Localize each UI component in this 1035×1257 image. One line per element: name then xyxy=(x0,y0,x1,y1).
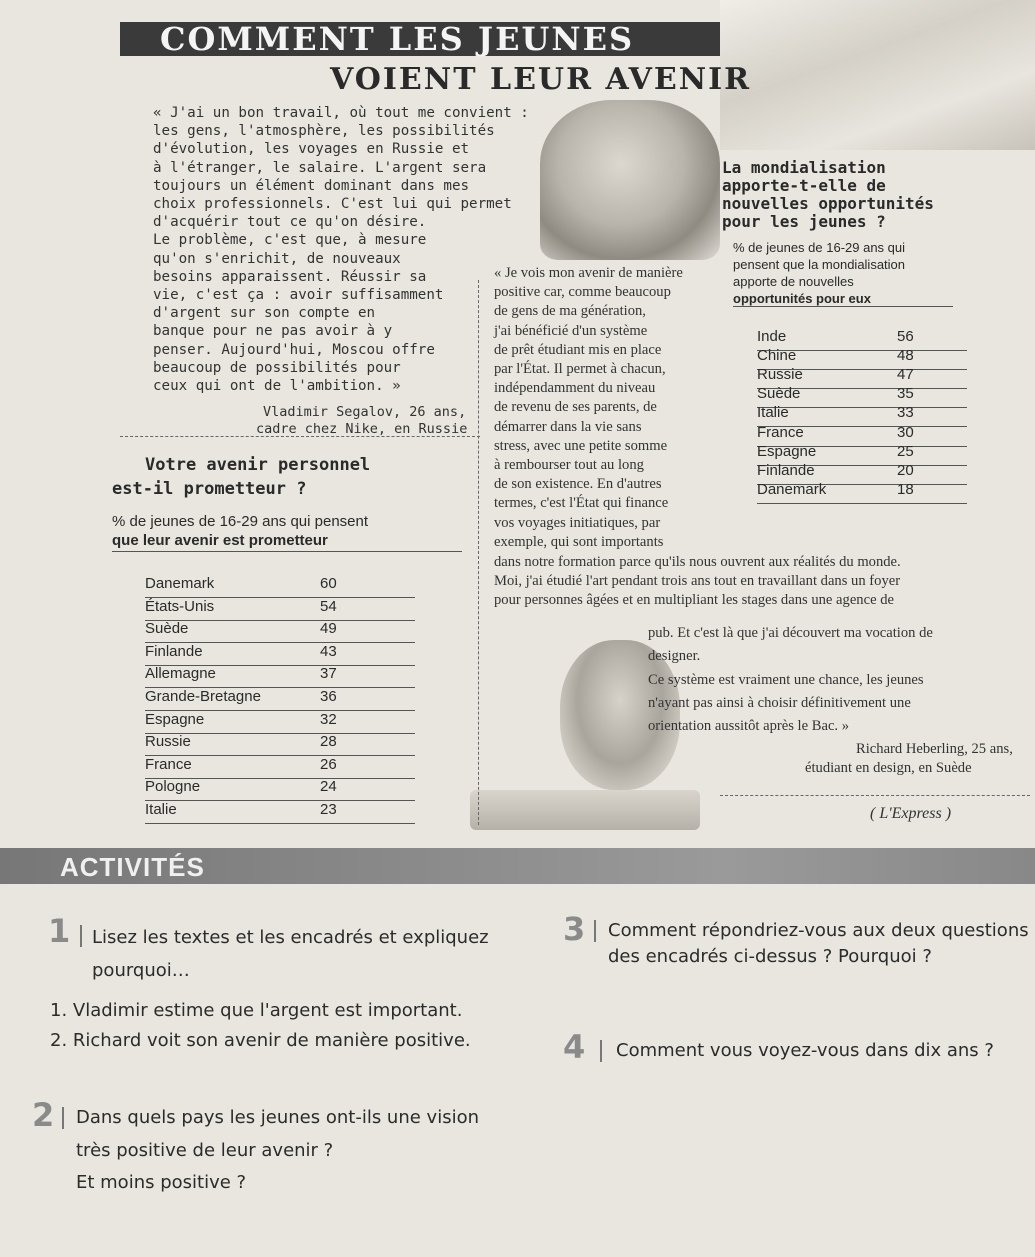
mondial-value: 47 xyxy=(897,366,914,384)
vladimir-quote-line: toujours un élément dominant dans mes xyxy=(153,177,470,194)
richard-quote-line: « Je vois mon avenir de manière xyxy=(494,265,683,281)
richard-quote-line: designer. xyxy=(648,648,701,665)
avenir-country: Italie xyxy=(145,801,177,818)
avenir-country: Russie xyxy=(145,733,191,751)
mondial-country: Italie xyxy=(757,404,789,422)
richard-quote-line: n'ayant pas ainsi à choisir définitivement une xyxy=(648,694,911,711)
separator xyxy=(720,795,1030,796)
avenir-country: Finlande xyxy=(145,642,203,660)
richard-quote-line: vos voyages initiatiques, par xyxy=(494,514,661,531)
richard-quote-line: de son existence. En d'autres xyxy=(494,476,662,493)
richard-quote-line: à rembourser tout au long xyxy=(494,457,644,474)
avenir-row xyxy=(145,801,415,824)
mondial-country: Finlande xyxy=(757,461,815,479)
vladimir-quote-line: d'acquérir tout ce qu'on désire. xyxy=(153,214,427,231)
avenir-row xyxy=(145,665,415,688)
mondial-value: 56 xyxy=(897,328,914,345)
avenir-row xyxy=(145,756,415,779)
box-avenir-subtitle-1: % de jeunes de 16-29 ans qui pensent xyxy=(112,513,369,530)
question-1-number: 1 xyxy=(48,912,71,950)
vladimir-quote-line: Le problème, c'est que, à mesure xyxy=(153,232,427,249)
vladimir-quote-line: ceux qui ont de l'ambition. » xyxy=(153,378,401,395)
richard-quote-line: Ce système est vraiment une chance, les jeunes xyxy=(648,671,924,688)
richard-quote-line: de prêt étudiant mis en place xyxy=(494,341,662,358)
question-bar xyxy=(80,925,82,947)
avenir-country: États-Unis xyxy=(145,597,215,615)
avenir-value: 43 xyxy=(320,642,337,660)
box-mondial-title-1: La mondialisation xyxy=(722,158,886,177)
richard-quote-line: j'ai bénéficié d'un système xyxy=(494,322,648,339)
vladimir-quote-line: les gens, l'atmosphère, les possibilités xyxy=(153,123,495,140)
avenir-row xyxy=(145,575,415,598)
vladimir-quote-line: à l'étranger, le salaire. L'argent sera xyxy=(153,159,487,176)
richard-quote-part3 xyxy=(648,622,1035,738)
vladimir-quote-line: vie, c'est ça : avoir suffisamment xyxy=(153,287,444,304)
avenir-country: Danemark xyxy=(145,575,215,592)
richard-quote-line: dans notre formation parce qu'ils nous ouvrent aux réalités du monde. xyxy=(494,554,901,570)
avenir-value: 26 xyxy=(320,755,337,773)
box-mondial-subtitle-3: apporte de nouvelles xyxy=(733,274,854,289)
avenir-country: Allemagne xyxy=(145,665,216,683)
richard-quote-line: orientation aussitôt après le Bac. » xyxy=(648,718,850,735)
avenir-row xyxy=(145,620,415,643)
vladimir-signature-1: Vladimir Segalov, 26 ans, xyxy=(263,404,467,420)
avenir-row xyxy=(145,778,415,801)
box-mondial-title-2: apporte-t-elle de xyxy=(722,176,886,195)
richard-quote-part2 xyxy=(494,553,1034,611)
mondial-country: France xyxy=(757,423,804,441)
mondial-country: Danemark xyxy=(757,480,827,498)
box-mondial-subtitle-2: pensent que la mondialisation xyxy=(733,257,906,272)
richard-quote-line: positive car, comme beaucoup xyxy=(494,284,671,301)
avenir-value: 60 xyxy=(320,575,337,592)
avenir-country: Pologne xyxy=(145,778,201,796)
avenir-value: 36 xyxy=(320,688,337,705)
richard-quote-line: de gens de ma génération, xyxy=(494,303,646,320)
richard-quote-line: termes, c'est l'État qui finance xyxy=(494,495,669,512)
mondial-value: 48 xyxy=(897,347,914,365)
question-2-line3: Et moins positive ? xyxy=(76,1172,247,1193)
box-mondial-subtitle-4: opportunités pour eux xyxy=(733,291,953,307)
mondial-country: Chine xyxy=(757,347,797,365)
avenir-row xyxy=(145,688,415,711)
question-1-line2: pourquoi… xyxy=(92,960,190,981)
question-3-line1: Comment répondriez-vous aux deux questions xyxy=(608,920,1029,941)
question-3-number: 3 xyxy=(563,910,586,948)
mondial-country: Espagne xyxy=(757,442,817,460)
avenir-row xyxy=(145,711,415,734)
richard-signature-2: étudiant en design, en Suède xyxy=(805,760,972,776)
vladimir-quote-line: « J'ai un bon travail, où tout me convient : xyxy=(153,105,529,121)
mondial-country: Suède xyxy=(757,385,801,403)
avenir-country: France xyxy=(145,755,192,773)
question-bar xyxy=(62,1107,64,1129)
richard-signature-1: Richard Heberling, 25 ans, xyxy=(856,741,1013,757)
question-2-number: 2 xyxy=(32,1096,55,1134)
avenir-country: Suède xyxy=(145,620,189,638)
mondial-country: Russie xyxy=(757,366,803,384)
mondial-value: 18 xyxy=(897,480,914,498)
vladimir-quote xyxy=(153,104,553,395)
richard-quote-line: exemple, qui sont importants xyxy=(494,533,664,550)
richard-quote-line: de revenu de ses parents, de xyxy=(494,399,657,416)
box-mondial-title-3: nouvelles opportunités xyxy=(722,194,934,213)
question-2-line2: très positive de leur avenir ? xyxy=(76,1140,334,1161)
avenir-value: 49 xyxy=(320,620,337,638)
vladimir-quote-line: beaucoup de possibilités pour xyxy=(153,359,401,376)
question-1-line1: Lisez les textes et les encadrés et expliquez xyxy=(92,927,489,948)
avenir-row xyxy=(145,598,415,621)
question-3-line2: des encadrés ci-dessus ? Pourquoi ? xyxy=(608,946,932,967)
mondial-value: 20 xyxy=(897,461,914,479)
box-mondial-title-4: pour les jeunes ? xyxy=(722,212,886,231)
avenir-row xyxy=(145,643,415,666)
question-bar xyxy=(600,1040,602,1062)
mondial-value: 35 xyxy=(897,385,914,403)
box-avenir-subtitle-2: que leur avenir est prometteur xyxy=(112,532,462,552)
avenir-value: 24 xyxy=(320,778,337,796)
vladimir-quote-line: d'argent sur son compte en xyxy=(153,305,376,322)
question-1-item-1: 1. Vladimir estime que l'argent est important. xyxy=(50,1000,463,1021)
avenir-value: 32 xyxy=(320,710,337,728)
photo-book xyxy=(470,790,700,830)
page-title-line1: COMMENT LES JEUNES xyxy=(160,20,635,58)
photo-vladimir xyxy=(540,100,720,260)
avenir-country: Grande-Bretagne xyxy=(145,688,261,705)
avenir-row xyxy=(145,733,415,756)
separator-vertical xyxy=(478,280,479,825)
source-credit: ( L'Express ) xyxy=(870,805,952,822)
avenir-value: 23 xyxy=(320,801,337,818)
mondial-country: Inde xyxy=(757,328,787,345)
mondial-value: 30 xyxy=(897,423,914,441)
vladimir-quote-line: d'évolution, les voyages en Russie et xyxy=(153,141,470,158)
page-title-line2: VOIENT LEUR AVENIR xyxy=(330,62,752,97)
avenir-value: 37 xyxy=(320,665,337,683)
richard-quote-line: pub. Et c'est là que j'ai découvert ma vocation de xyxy=(648,625,933,641)
question-1-item-2: 2. Richard voit son avenir de manière positive. xyxy=(50,1030,471,1051)
question-4-line1: Comment vous voyez-vous dans dix ans ? xyxy=(616,1040,994,1061)
richard-quote-line: indépendamment du niveau xyxy=(494,380,656,397)
avenir-country: Espagne xyxy=(145,710,205,728)
box-mondial-subtitle-1: % de jeunes de 16-29 ans qui xyxy=(733,240,906,255)
activities-title: ACTIVITÉS xyxy=(60,852,205,882)
box-avenir-title-2: est-il prometteur ? xyxy=(112,479,307,499)
question-4-number: 4 xyxy=(563,1028,586,1066)
avenir-value: 28 xyxy=(320,733,337,751)
vladimir-quote-line: banque pour ne pas avoir à y xyxy=(153,323,393,340)
vladimir-quote-line: choix professionnels. C'est lui qui permet xyxy=(153,196,512,213)
vladimir-signature-2: cadre chez Nike, en Russie xyxy=(256,421,468,437)
richard-quote-line: démarrer dans la vie sans xyxy=(494,418,642,435)
question-bar xyxy=(594,920,596,942)
vladimir-quote-line: penser. Aujourd'hui, Moscou offre xyxy=(153,341,435,358)
background-photo-top-right xyxy=(720,0,1035,150)
richard-quote-line: Moi, j'ai étudié l'art pendant trois ans tout en travaillant dans un foyer xyxy=(494,573,901,590)
mondial-value: 33 xyxy=(897,404,914,422)
richard-quote-line: stress, avec une petite somme xyxy=(494,437,668,454)
mondial-row xyxy=(757,481,967,504)
richard-quote-line: par l'État. Il permet à chacun, xyxy=(494,361,666,378)
question-2-line1: Dans quels pays les jeunes ont-ils une vision xyxy=(76,1107,479,1128)
mondial-value: 25 xyxy=(897,442,914,460)
richard-quote-line: pour personnes âgées et en multipliant les stages dans une agence de xyxy=(494,592,894,609)
vladimir-quote-line: qu'on s'enrichit, de nouveaux xyxy=(153,250,401,267)
avenir-value: 54 xyxy=(320,597,337,615)
vladimir-quote-line: besoins apparaissent. Réussir sa xyxy=(153,268,427,285)
richard-quote-part1 xyxy=(494,264,734,552)
box-avenir-title-1: Votre avenir personnel xyxy=(145,455,371,475)
separator xyxy=(120,436,480,437)
